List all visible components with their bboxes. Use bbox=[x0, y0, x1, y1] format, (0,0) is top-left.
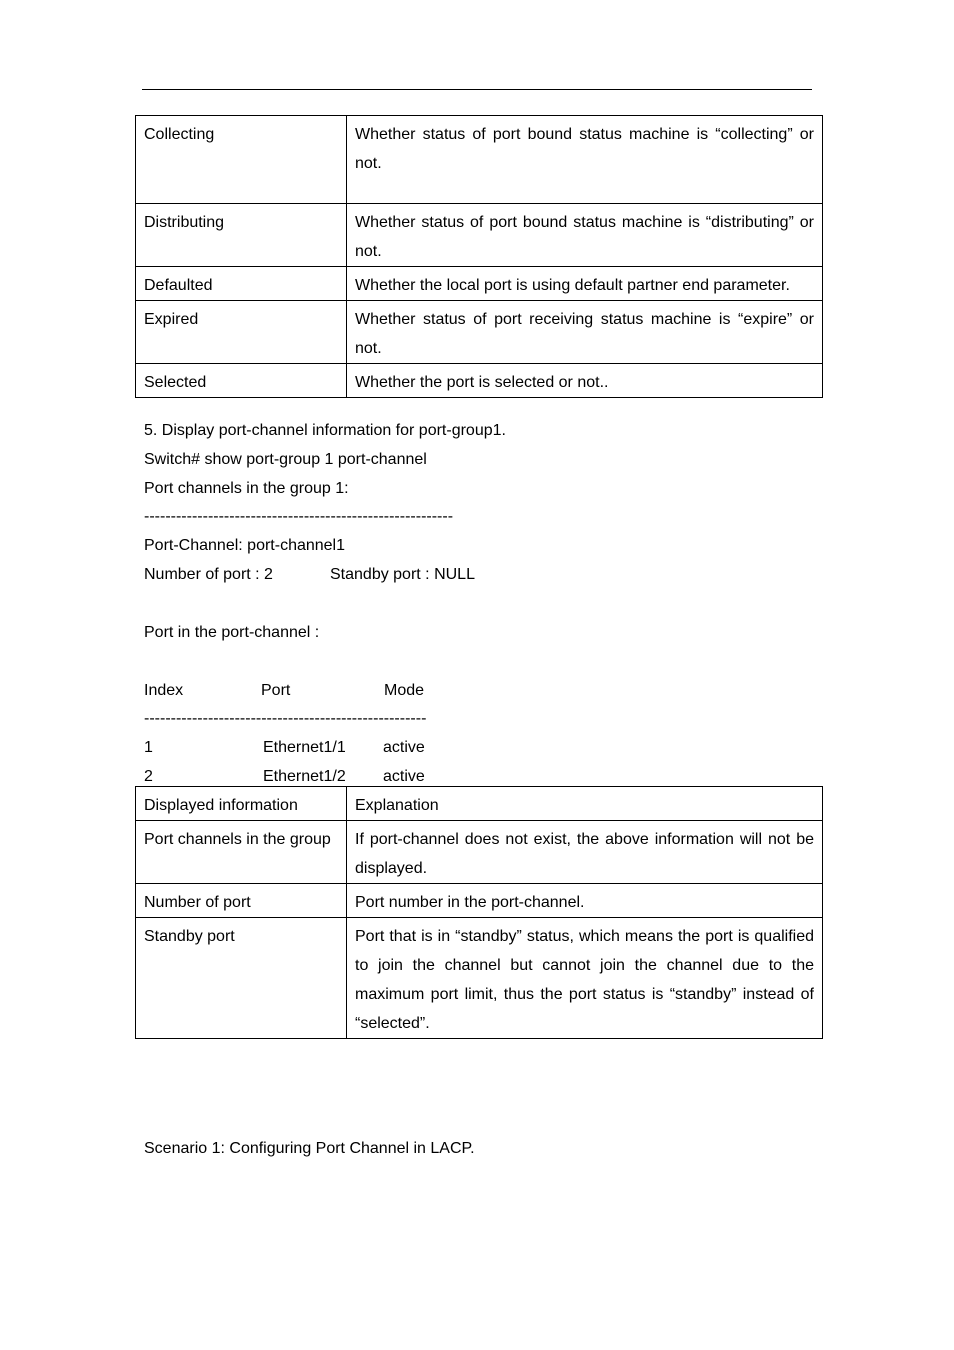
field-description: Port that is in “standby” status, which means the port is qualified to join the channel but cannot join the channel due to the maximum port limit, thus the port status is “standby” instead of “selected”. bbox=[347, 918, 823, 1039]
output-divider: ----------------------------------------------------- bbox=[144, 710, 427, 727]
table-row bbox=[136, 918, 823, 1039]
table-row bbox=[136, 884, 823, 918]
column-header: Displayed information bbox=[136, 787, 347, 821]
output-line: Standby port : NULL bbox=[330, 566, 475, 583]
header-rule bbox=[142, 89, 812, 90]
field-description: Whether status of port receiving status machine is “expire” or not. bbox=[347, 301, 823, 364]
field-name: Port channels in the group bbox=[136, 821, 347, 884]
field-description: Whether status of port bound status machine is “distributing” or not. bbox=[347, 204, 823, 267]
field-description: Whether status of port bound status machine is “collecting” or not. bbox=[347, 116, 823, 204]
field-description: Whether the local port is using default partner end parameter. bbox=[347, 267, 823, 301]
field-name: Distributing bbox=[136, 204, 347, 267]
table-row bbox=[136, 116, 823, 204]
table-row bbox=[136, 301, 823, 364]
port-index: 1 bbox=[144, 739, 153, 756]
table-row bbox=[136, 267, 823, 301]
field-description: Whether the port is selected or not.. bbox=[347, 364, 823, 398]
output-divider: ---------------------------------------------------------- bbox=[144, 508, 454, 525]
port-name: Ethernet1/2 bbox=[263, 768, 346, 785]
table-row bbox=[136, 821, 823, 884]
table-row bbox=[136, 204, 823, 267]
port-index: 2 bbox=[144, 768, 153, 785]
output-line: Number of port : 2 bbox=[144, 566, 273, 583]
field-name: Collecting bbox=[136, 116, 347, 204]
column-header-port: Port bbox=[261, 682, 291, 699]
output-line: Port in the port-channel : bbox=[144, 624, 320, 641]
port-mode: active bbox=[383, 768, 425, 785]
field-name: Standby port bbox=[136, 918, 347, 1039]
column-header: Explanation bbox=[347, 787, 823, 821]
section-heading: 5. Display port-channel information for port-group1. bbox=[144, 422, 506, 439]
scenario-heading: Scenario 1: Configuring Port Channel in LACP. bbox=[144, 1140, 475, 1157]
command-line: Switch# show port-group 1 port-channel bbox=[144, 451, 427, 468]
field-description: If port-channel does not exist, the above information will not be displayed. bbox=[347, 821, 823, 884]
column-header-mode: Mode bbox=[384, 682, 425, 699]
field-name: Expired bbox=[136, 301, 347, 364]
output-line: Port-Channel: port-channel1 bbox=[144, 537, 346, 554]
table-row bbox=[136, 364, 823, 398]
table-header-row bbox=[136, 787, 823, 821]
field-description: Port number in the port-channel. bbox=[347, 884, 823, 918]
field-name: Defaulted bbox=[136, 267, 347, 301]
output-line: Port channels in the group 1: bbox=[144, 480, 349, 497]
port-mode: active bbox=[383, 739, 425, 756]
displayed-info-table bbox=[135, 786, 823, 1039]
column-header-index: Index bbox=[144, 682, 184, 699]
field-name: Number of port bbox=[136, 884, 347, 918]
field-name: Selected bbox=[136, 364, 347, 398]
port-name: Ethernet1/1 bbox=[263, 739, 346, 756]
status-fields-table bbox=[135, 115, 823, 398]
